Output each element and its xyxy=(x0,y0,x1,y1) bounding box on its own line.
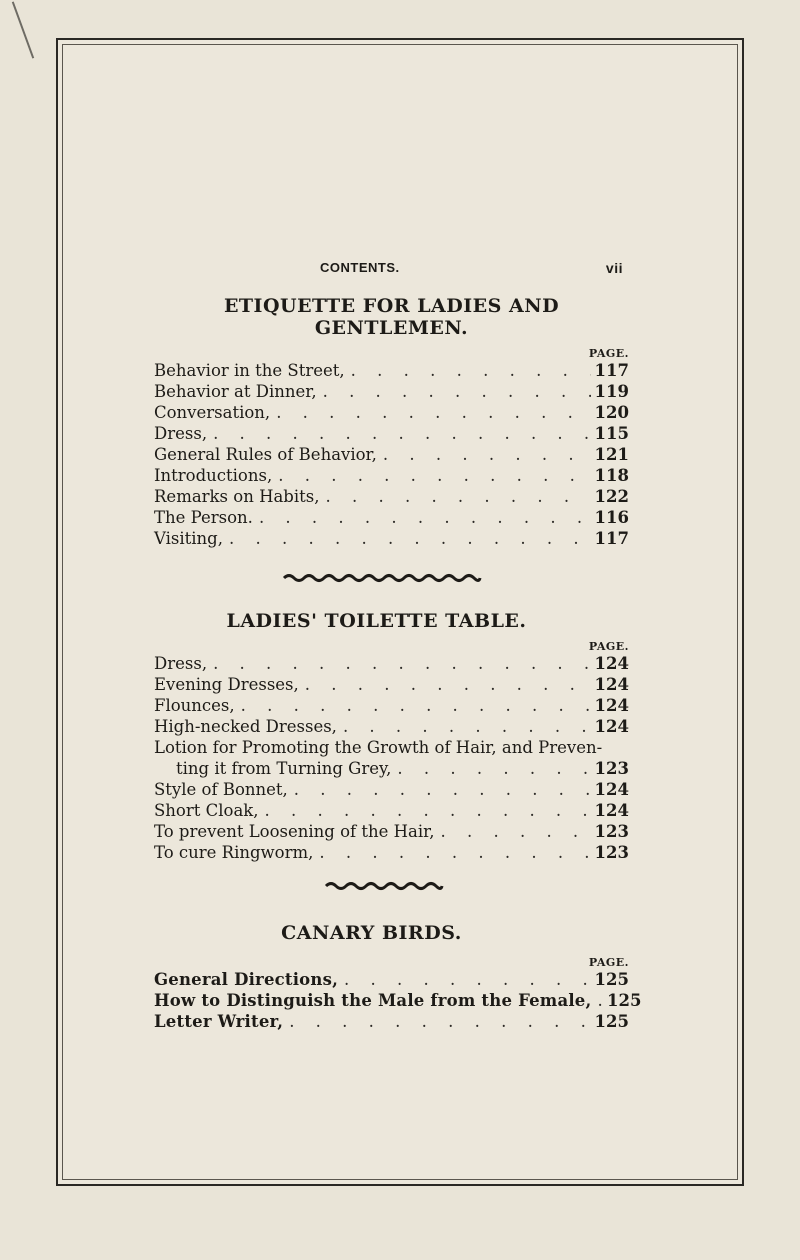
entry-page: 125 xyxy=(607,991,642,1010)
entry-page: 122 xyxy=(594,487,629,506)
list-item xyxy=(154,653,629,674)
leader-dots xyxy=(313,842,591,863)
entry-page: 123 xyxy=(594,822,629,841)
list-item xyxy=(154,695,629,716)
leader-dots xyxy=(283,1011,591,1032)
entry-label: Dress, xyxy=(154,424,208,443)
section-toilette xyxy=(154,610,629,863)
entry-label: Dress, xyxy=(154,654,208,673)
leader-dots xyxy=(591,990,603,1011)
list-item xyxy=(154,758,629,779)
running-head xyxy=(320,260,623,276)
entry-label: Remarks on Habits, xyxy=(154,487,320,506)
list-item xyxy=(154,528,629,549)
list-item xyxy=(154,969,629,990)
entry-label: To prevent Loosening of the Hair, xyxy=(154,822,435,841)
entry-label: Conversation, xyxy=(154,403,271,422)
entry-page: 125 xyxy=(594,1012,629,1031)
entry-label: ting it from Turning Grey, xyxy=(176,759,392,778)
section-title: ETIQUETTE FOR LADIES AND GENTLEMEN. xyxy=(223,295,560,339)
list-item xyxy=(154,423,629,444)
entry-label: Behavior at Dinner, xyxy=(154,382,317,401)
entry-page: 124 xyxy=(594,675,629,694)
entry-label: General Rules of Behavior, xyxy=(154,445,377,464)
leader-dots xyxy=(434,821,591,842)
leader-dots xyxy=(253,507,591,528)
leader-dots xyxy=(259,800,591,821)
leader-dots xyxy=(338,969,591,990)
entry-page: 117 xyxy=(594,529,629,548)
lotion-entry-line-1: Lotion for Promoting the Growth of Hair, and Preven- xyxy=(154,738,603,757)
canary-list xyxy=(154,969,642,1032)
list-item xyxy=(154,381,629,402)
entry-page: 118 xyxy=(594,466,629,485)
leader-dots xyxy=(317,381,591,402)
wavy-rule-ornament xyxy=(324,880,444,892)
entry-label: Style of Bonnet, xyxy=(154,780,288,799)
scan-mark-left xyxy=(12,1,34,58)
leader-dots xyxy=(288,779,591,800)
entry-label: Flounces, xyxy=(154,696,235,715)
list-item xyxy=(154,360,629,381)
section-canary xyxy=(154,922,642,1032)
entry-page: 121 xyxy=(594,445,629,464)
entry-label: How to Distinguish the Male from the Female, xyxy=(154,991,592,1010)
wavy-rule-ornament xyxy=(282,572,482,584)
leader-dots xyxy=(391,758,591,779)
entry-page: 124 xyxy=(594,654,629,673)
entry-page: 117 xyxy=(594,361,629,380)
leader-dots xyxy=(223,528,591,549)
page-column-label: PAGE. xyxy=(588,640,629,653)
entry-label: Short Cloak, xyxy=(154,801,259,820)
list-item xyxy=(154,1011,629,1032)
entry-page: 119 xyxy=(594,382,629,401)
leader-dots xyxy=(319,486,591,507)
list-item xyxy=(154,990,642,1011)
entry-label: Evening Dresses, xyxy=(154,675,299,694)
entry-page: 123 xyxy=(594,759,629,778)
leader-dots xyxy=(299,674,591,695)
list-item xyxy=(154,674,629,695)
entry-label: General Directions, xyxy=(154,970,339,989)
section-etiquette xyxy=(154,295,629,549)
toilette-list-cont xyxy=(154,758,629,863)
section-title: LADIES' TOILETTE TABLE. xyxy=(226,610,527,632)
entry-page: 123 xyxy=(594,843,629,862)
entry-label: Behavior in the Street, xyxy=(154,361,345,380)
list-item xyxy=(154,486,629,507)
leader-dots xyxy=(207,423,591,444)
entry-label: High-necked Dresses, xyxy=(154,717,337,736)
entry-label: The Person. xyxy=(154,508,253,527)
entry-page: 116 xyxy=(594,508,629,527)
leader-dots xyxy=(270,402,591,423)
leader-dots xyxy=(345,360,591,381)
entry-label: Letter Writer, xyxy=(154,1012,284,1031)
leader-dots xyxy=(377,444,591,465)
entry-page: 124 xyxy=(594,696,629,715)
leader-dots xyxy=(235,695,591,716)
page-column-label: PAGE. xyxy=(588,956,629,969)
list-item xyxy=(154,465,629,486)
entry-label: Visiting, xyxy=(154,529,223,548)
leader-dots xyxy=(272,465,591,486)
running-head-title: CONTENTS. xyxy=(320,260,400,275)
page-folio: vii xyxy=(605,260,623,276)
entry-page: 120 xyxy=(594,403,629,422)
entry-page: 124 xyxy=(594,780,629,799)
entry-page: 115 xyxy=(594,424,629,443)
toilette-list xyxy=(154,653,629,737)
section-title: CANARY BIRDS. xyxy=(281,922,462,944)
page-column-label: PAGE. xyxy=(588,347,629,360)
list-item xyxy=(154,507,629,528)
entry-page: 124 xyxy=(594,801,629,820)
list-item xyxy=(154,402,629,423)
entry-label: To cure Ringworm, xyxy=(154,843,314,862)
etiquette-list xyxy=(154,360,629,549)
entry-page: 125 xyxy=(594,970,629,989)
leader-dots xyxy=(207,653,591,674)
entry-page: 124 xyxy=(594,717,629,736)
list-item xyxy=(154,800,629,821)
entry-label: Introductions, xyxy=(154,466,273,485)
list-item xyxy=(154,716,629,737)
list-item xyxy=(154,842,629,863)
list-item xyxy=(154,779,629,800)
list-item xyxy=(154,821,629,842)
leader-dots xyxy=(337,716,591,737)
list-item xyxy=(154,444,629,465)
